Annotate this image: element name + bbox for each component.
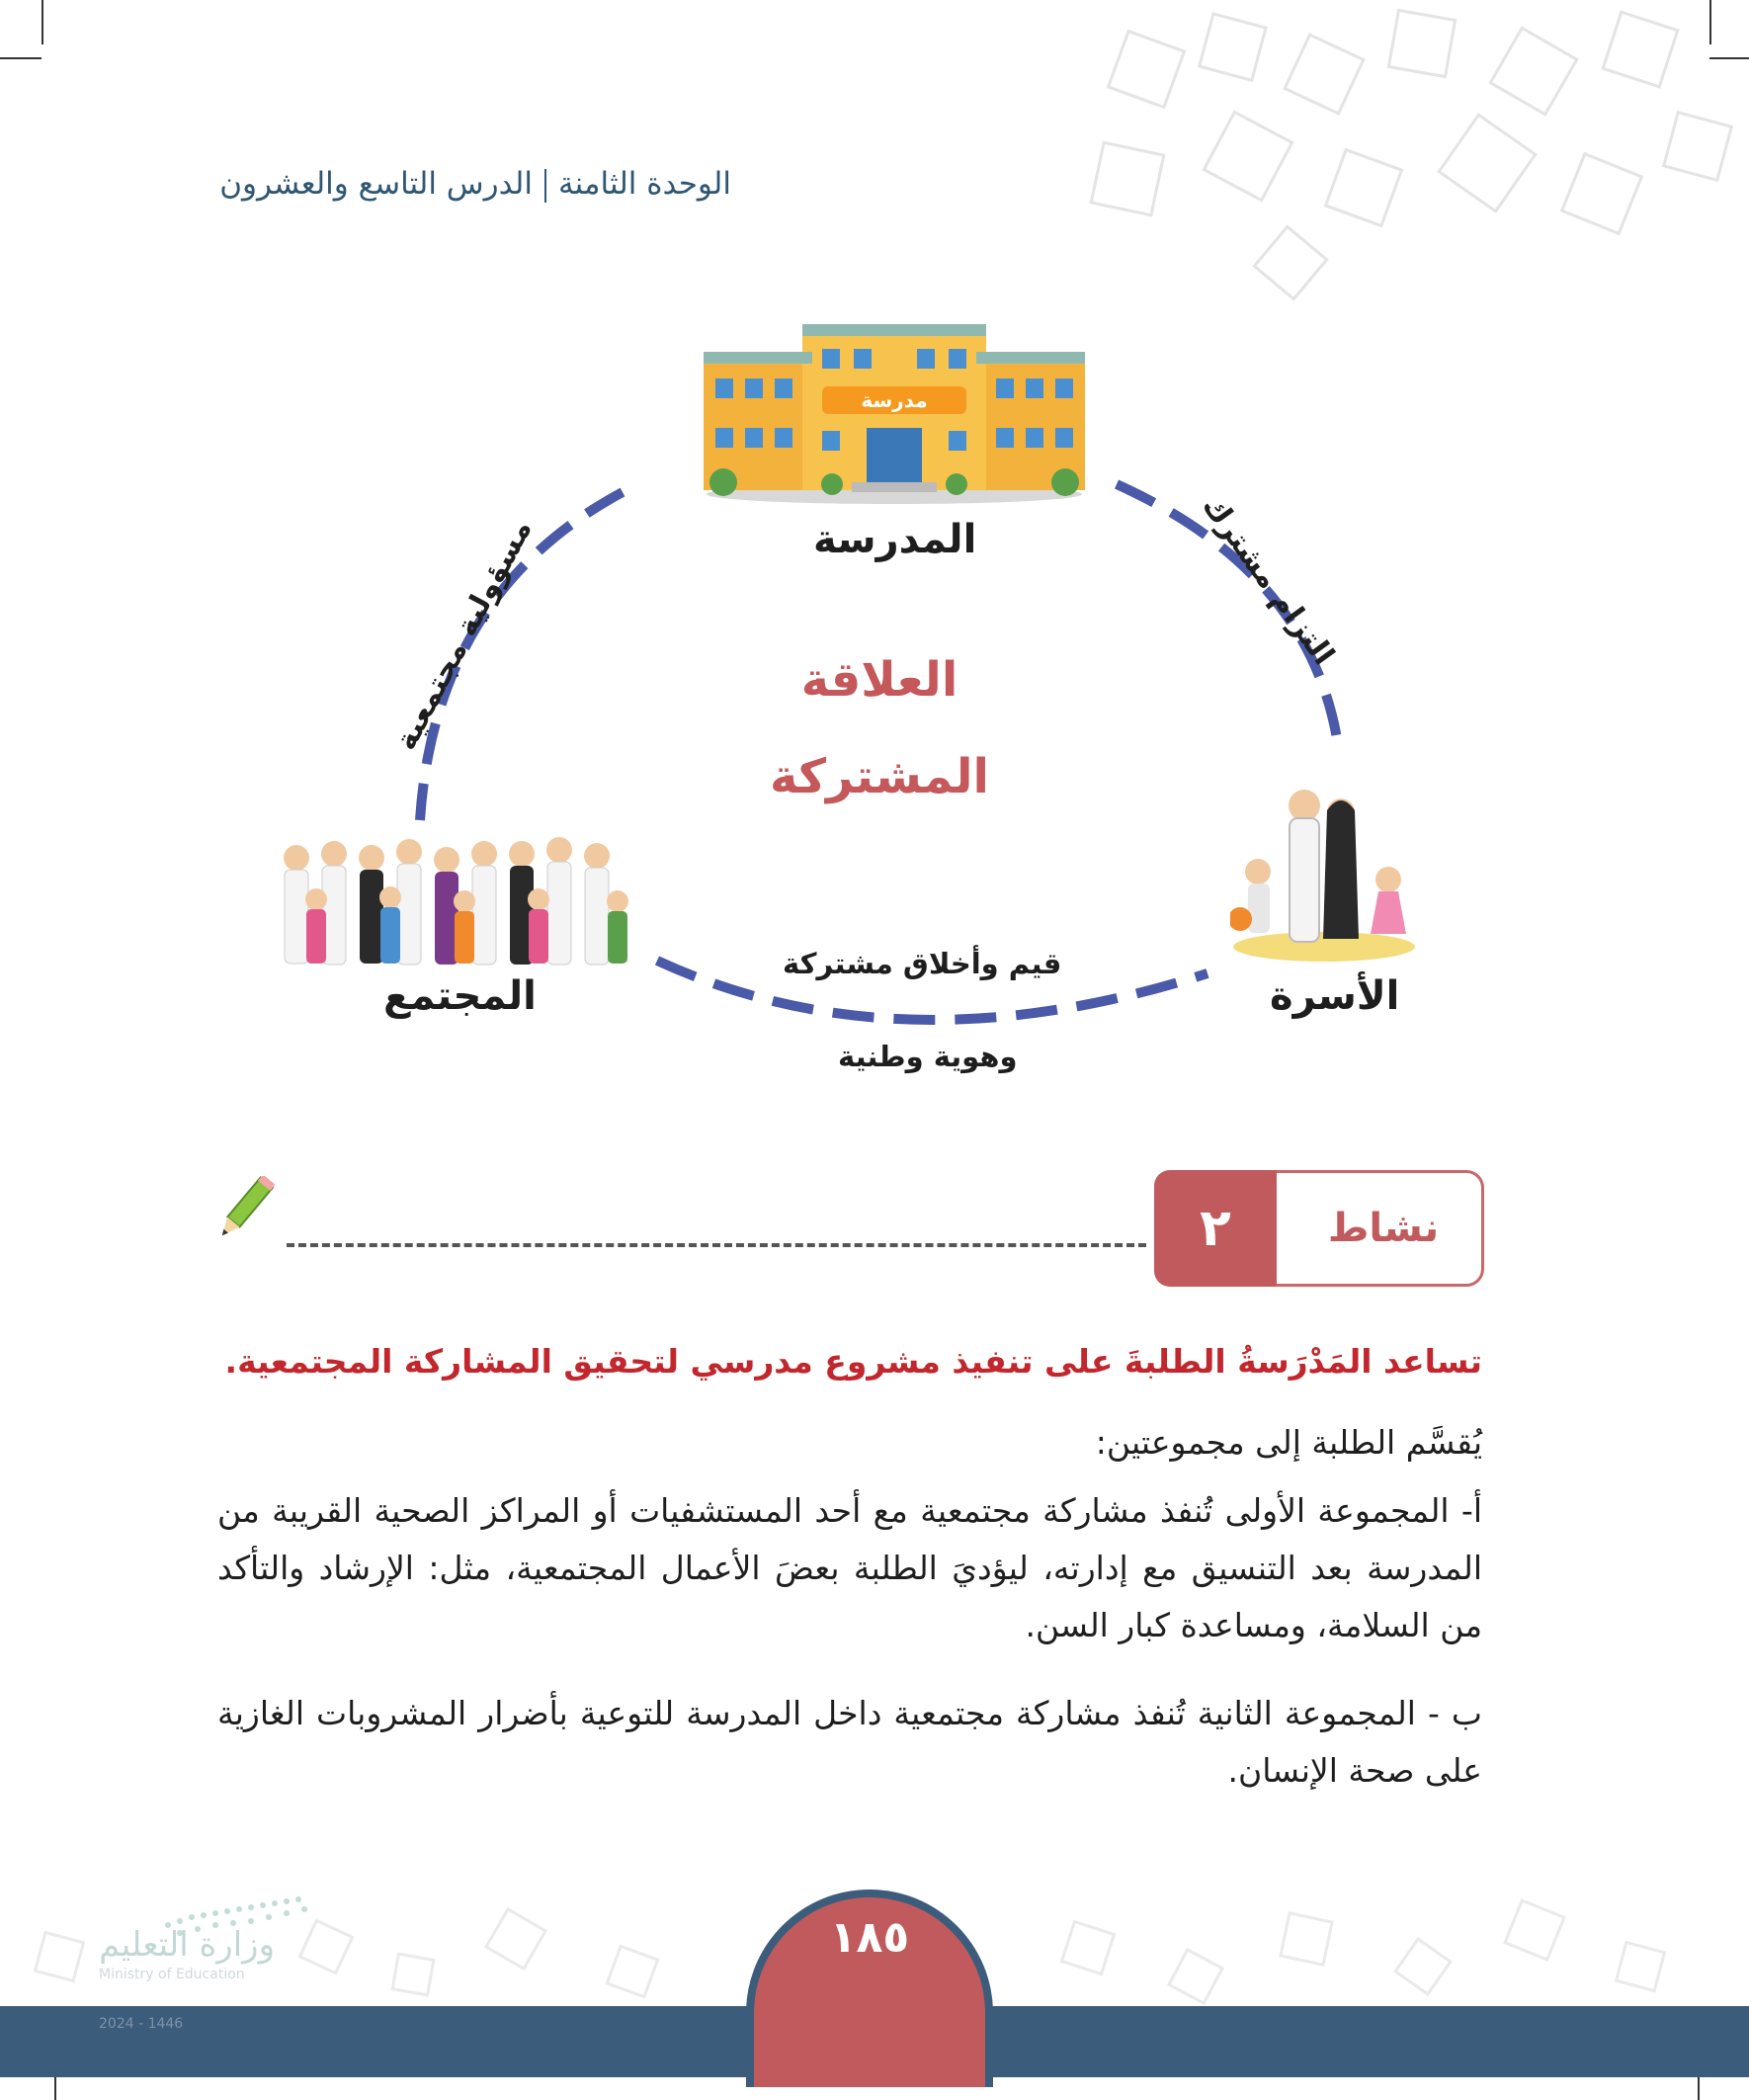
group-a-text: أ- المجموعة الأولى تُنفذ مشاركة مجتمعية مع أحد المستشفيات أو المراكز الصحية القريبة من المدرسة بعد التنسيق مع إدارته، ليؤديَ الطلبة بعضَ الأعمال المجتمعية، مثل: الإرشاد والتأكد من السلامة، ومساعدة كبار السن. <box>217 1491 1482 1644</box>
activity-dashed-line <box>287 1243 1146 1247</box>
family-label: الأسرة <box>1270 973 1400 1019</box>
center-title-line1: العلاقة <box>800 652 958 708</box>
school-sign-text: مدرسة <box>861 388 928 412</box>
lesson-title: الدرس التاسع والعشرون <box>219 166 533 202</box>
community-illustration <box>277 830 634 968</box>
pencil-icon <box>208 1176 279 1245</box>
edge-label-identity: وهوية وطنية <box>838 1040 1018 1073</box>
school-building-illustration <box>704 324 1085 504</box>
school-label: المدرسة <box>813 517 977 562</box>
edge-label-commitment: التزام مشترك <box>1195 489 1342 672</box>
intro-text: يُقسَّم الطلبة إلى مجموعتين: <box>1095 1423 1482 1462</box>
edition-year: 2024 - 1446 <box>99 2016 184 2032</box>
activity-number: ٢ <box>1154 1170 1277 1287</box>
page-number: ١٨٥ <box>829 1912 910 1963</box>
activity-label: نشاط <box>1327 1206 1440 1251</box>
family-illustration <box>1230 781 1418 964</box>
unit-title: الوحدة الثامنة <box>557 166 731 202</box>
ministry-name: وزارة التعليم <box>99 1925 275 1965</box>
community-label: المجتمع <box>383 973 537 1019</box>
ministry-english: Ministry of Education <box>99 1967 245 1982</box>
edge-label-values: قيم وأخلاق مشتركة <box>783 947 1062 980</box>
edge-label-responsibility: مسؤولية مجتمعية <box>388 514 540 756</box>
center-title-line2: المشتركة <box>770 749 989 804</box>
group-b-text: ب - المجموعة الثانية تُنفذ مشاركة مجتمعية داخل المدرسة للتوعية بأضرار المشروبات الغازية على صحة الإنسان. <box>217 1694 1482 1790</box>
activity-lead-text: تساعد المَدْرَسةُ الطلبةَ على تنفيذ مشروع مدرسي لتحقيق المشاركة المجتمعية. <box>224 1342 1482 1381</box>
